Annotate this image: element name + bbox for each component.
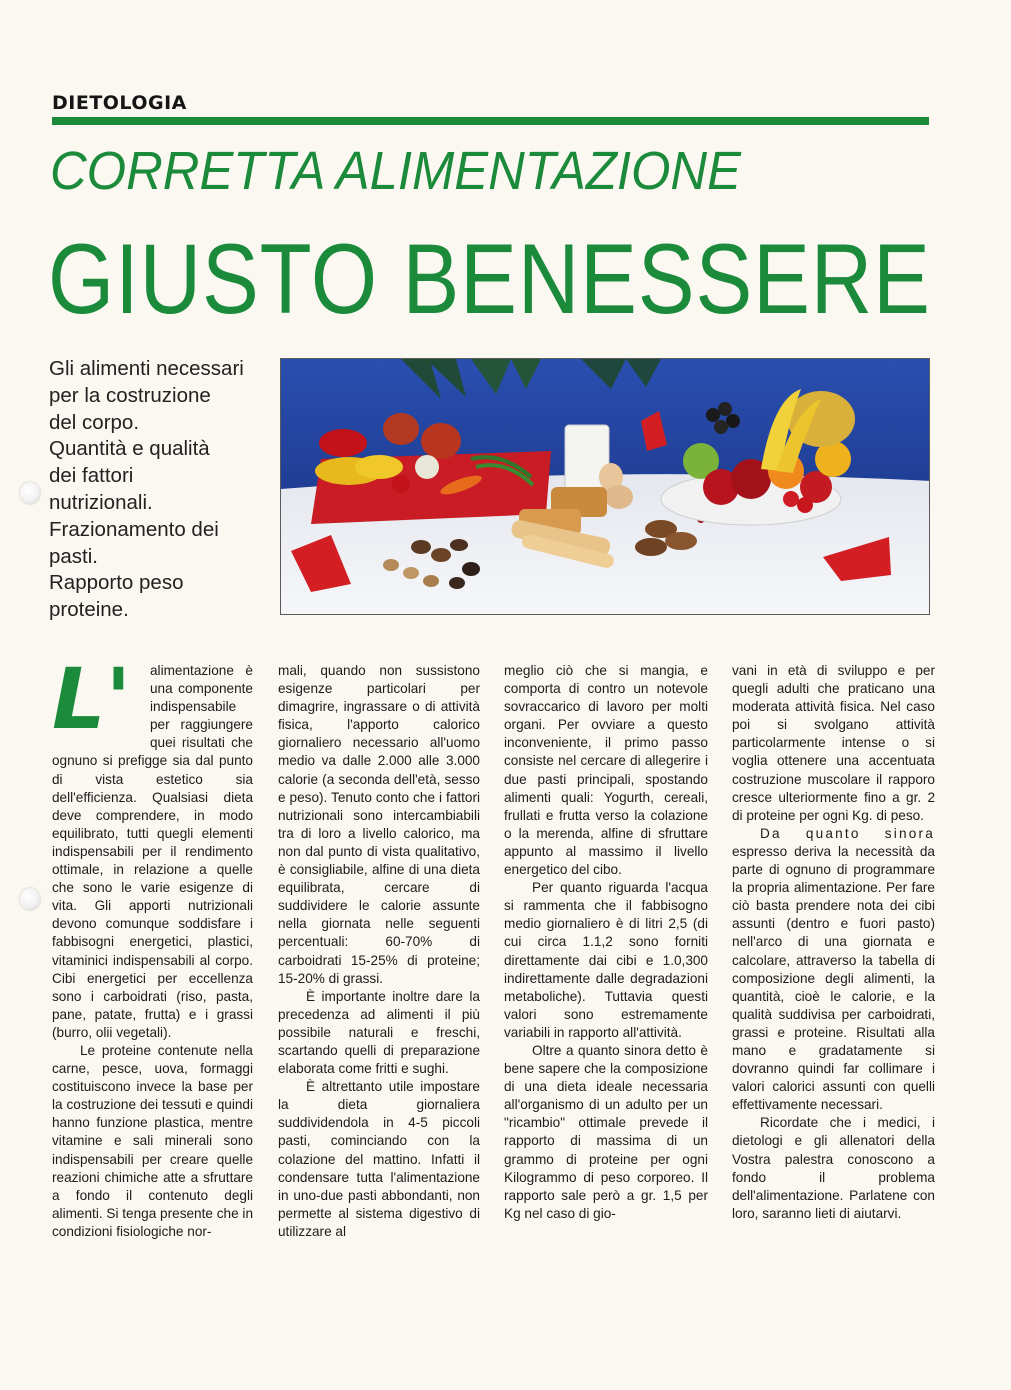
paragraph: espresso deriva la necessità da parte di ognuno di programmare la propria alimentazione. Per fare ciò basta prendere nota dei cibi assunti (dentro e fuori pasto) nell'arco di una giornata e calcolare, attraverso la tabella di composizione degli alimenti, la quantità, cioè le calorie, e la qualità suddivisa per carboidrati, grassi e proteine. Risultati alla mano e gradatamente si dovranno quindi far collimare i valori calorici assunti con quelli effettivamente necessari. [732,843,935,1113]
intro-line: proteine. [49,598,129,622]
intro-line: Gli alimenti necessari [49,357,244,380]
paragraph: Oltre a quanto sinora detto è bene sapere che la composizione di una dieta ideale necessaria all'organismo di un adulto per un "ricambio" ottimale prevede il rapporto di massima di un grammo di proteine per ogni Kilogrammo di peso corporeo. Il rapporto sale però a gr. 1,5 per Kg nel caso di gio- [504,1042,708,1221]
binder-hole [20,888,40,910]
binder-hole [20,482,40,504]
title-line-2: GIUSTO BENESSERE [48,223,931,334]
food-photo [280,358,930,615]
article-column-3 [504,662,708,1223]
food-illustration [281,359,930,615]
spaced-lead: Da quanto sinora [760,825,935,841]
intro-line: nutrizionali. [49,490,153,514]
article-column-1 [52,650,254,1241]
intro-line: Rapporto peso [49,571,184,595]
paragraph: Per quanto riguarda l'acqua si rammenta che il fabbisogno medio giornaliero è di litri 2,5 (di cui circa 1.1,2 sono forniti direttamente dai cibi e 1.0,300 indirettamente dalle degradazioni metaboliche). Tuttavia questi valori sono estremamente variabili in rapporto all'attività. [504,880,708,1040]
paragraph: Ricordate che i medici, i dietologi e gli allenatori della Vostra palestra conoscono a fondo il problema dell'alimentazione. Parlatene con loro, saranno lieti di aiutarvi. [732,1115,935,1221]
intro-summary [49,356,264,624]
intro-line: pasti. [49,544,98,568]
paragraph: vani in età di sviluppo e per quegli adulti che praticano una moderata attività fisica. Nel caso poi si svolgano attività particolarmente intense o si voglia ottenere una accentuata costruzione muscolare il rapporo cresce ulteriormente fino a gr. 2 di proteine per ogni Kg. di peso. [732,663,935,823]
intro-line: per la costruzione [49,383,211,407]
paragraph: Le proteine contenute nella carne, pesce, uova, formaggi costituiscono invece la base per la costruzione dei tessuti e quindi hanno funzione plastica, mentre vitamine e sali minerali sono indispensabili per creare quelle reazioni chimiche atte a sfruttare a fondo il contenuto degli alimenti. Si tenga presente che in condizioni fisiologiche nor- [52,1042,254,1239]
article-column-4 [732,662,935,1223]
section-label: DIETOLOGIA [52,92,187,114]
paragraph: mali, quando non sussistono esigenze particolari per dimagrire, ingrassare o di attività fisica, l'apporto calorico giornaliero necessario all'uomo medio va dalle 2.000 alle 3.000 calorie (a seconda dell'età, sesso e peso). Tenuto conto che i fattori nutrizionali sono intercambiabili tra di loro a livello calorico, ma non dal punto di vista qualitativo, è consigliabile, alfine di una dieta equilibrata, cercare di suddividere le calorie assunte nella giornata nelle seguenti percentuali: 60-70% di carboidrati 15-25% di proteine; 15-20% di grassi. [278,663,480,986]
paragraph: È importante inoltre dare la precedenza ad alimenti il più possibile naturali e freschi, scartando quelli di preparazione elaborata come fritti e sughi. [278,988,480,1077]
intro-line: dei fattori [49,464,134,488]
drop-cap: L' [52,650,132,748]
header-rule [52,117,929,125]
intro-line: Frazionamento dei [49,517,219,541]
article-column-2 [278,662,480,1241]
intro-line: del corpo. [49,410,140,434]
title-line-1: CORRETTA ALIMENTAZIONE [50,141,741,201]
intro-line: Quantità e qualità [49,437,210,461]
paragraph: alimentazione è una componente indispensabile per raggiungere quei risultati che ognuno si prefigge sia dal punto di vista estetico sia dell'efficienza. Qualsiasi dieta deve comprendere, in modo equilibrato, tutti quegli elementi indispensabili per il rendimento ottimale, in relazione a quelle che sono le varie esigenze di vita. Gli apporti nutrizionali devono comunque soddisfare i fabbisogni energetici, plastici, vitaminici indispensabili al corpo. Cibi energetici per eccellenza sono i carboidrati (riso, pasta, pane, patate, frutta) e i grassi (burro, olii vegetali). [52,663,253,1040]
paragraph: meglio ciò che si mangia, e comporta di contro un notevole sovraccarico di lavoro per molti organi. Per ovviare a questo inconveniente, il primo passo consiste nel cercare di allegerire i due pasti principali, spostando alimenti quali: Yogurth, cereali, frullati e frutta verso la colazione o la merenda, alfine di sfruttare appunto al massimo il livello energetico del cibo. [504,663,708,878]
paragraph: È altrettanto utile impostare la dieta giornaliera suddividendola in 4-5 piccoli pasti, cominciando con la colazione del mattino. Infatti il condensare tutta l'alimentazione in uno-due pasti abbondanti, non permette al sistema digestivo di utilizzare al [278,1079,480,1239]
